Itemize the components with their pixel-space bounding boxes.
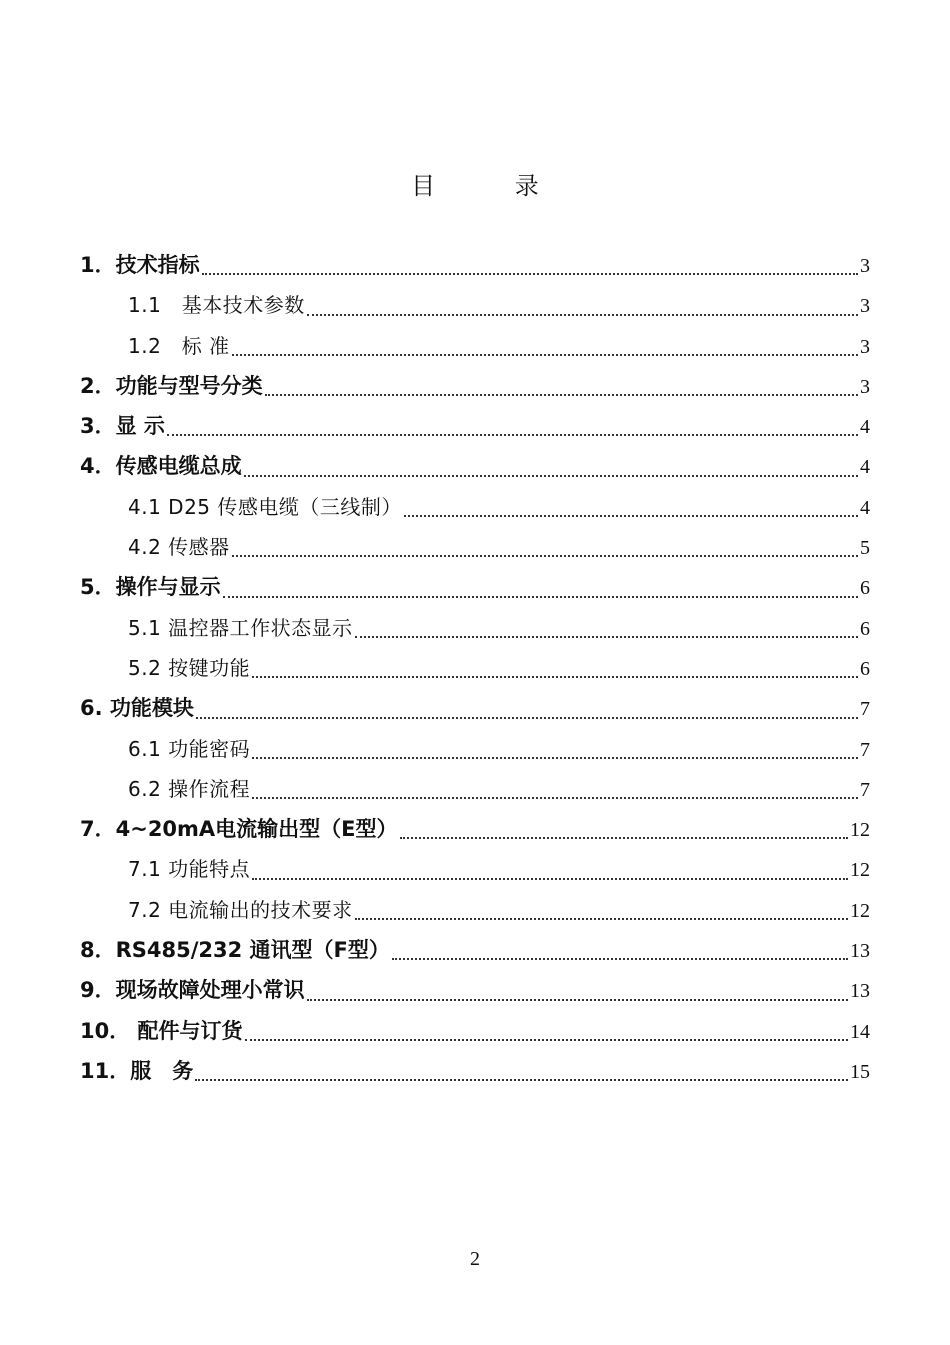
toc-entry-page-number: 13 [850, 940, 870, 963]
toc-entry-label: 6.1 功能密码 [128, 736, 251, 761]
toc-entry-label: 9．现场故障处理小常识 [80, 978, 305, 1003]
toc-dot-leader [202, 272, 858, 275]
toc-subsection-entry[interactable] [80, 488, 870, 528]
toc-section-entry[interactable] [80, 931, 870, 971]
toc-entry-page-number: 4 [860, 456, 870, 479]
toc-dot-leader [196, 716, 858, 719]
toc-entry-page-number: 7 [860, 698, 870, 721]
toc-dot-leader [252, 756, 858, 759]
toc-entry-label: 5．操作与显示 [80, 575, 221, 600]
toc-entry-label: 4．传感电缆总成 [80, 454, 242, 479]
toc-entry-page-number: 15 [850, 1060, 870, 1083]
toc-section-entry[interactable] [80, 407, 870, 447]
toc-dot-leader [245, 1038, 848, 1041]
toc-entry-page-number: 5 [860, 537, 870, 560]
toc-dot-leader [265, 393, 858, 396]
toc-dot-leader [404, 514, 858, 517]
page-number: 2 [470, 1248, 480, 1270]
toc-entry-label: 5.1 温控器工作状态显示 [128, 615, 353, 640]
toc-entry-label: 4.2 传感器 [128, 535, 230, 560]
toc-section-entry[interactable] [80, 367, 870, 407]
toc-entry-label: 8．RS485/232 通讯型（F型） [80, 938, 390, 963]
toc-entry-label: 1.2 标 准 [128, 333, 230, 358]
toc-dot-leader [400, 836, 848, 839]
toc-subsection-entry[interactable] [80, 649, 870, 689]
toc-entry-page-number: 3 [860, 295, 870, 318]
toc-section-entry[interactable] [80, 568, 870, 608]
toc-entry-page-number: 12 [850, 859, 870, 882]
toc-dot-leader [252, 796, 858, 799]
toc-section-entry[interactable] [80, 971, 870, 1011]
toc-subsection-entry[interactable] [80, 891, 870, 931]
toc-dot-leader [244, 474, 858, 477]
toc-dot-leader [232, 554, 858, 557]
toc-section-entry[interactable] [80, 689, 870, 729]
toc-entry-label: 3．显 示 [80, 414, 165, 439]
toc-entry-label: 1.1 基本技术参数 [128, 293, 305, 318]
toc-entry-label: 1．技术指标 [80, 253, 200, 277]
toc-entry-label: 2．功能与型号分类 [80, 373, 263, 398]
toc-entry-page-number: 12 [850, 819, 870, 842]
toc-section-entry[interactable] [80, 1052, 870, 1092]
toc-dot-leader [232, 353, 858, 356]
toc-entry-page-number: 6 [860, 657, 870, 680]
toc-dot-leader [223, 595, 858, 598]
toc-section-entry[interactable] [80, 810, 870, 850]
toc-subsection-entry[interactable] [80, 286, 870, 326]
toc-entry-page-number: 6 [860, 617, 870, 640]
toc-entry-page-number: 3 [860, 335, 870, 358]
toc-entry-label: 5.2 按键功能 [128, 655, 251, 680]
toc-subsection-entry[interactable] [80, 528, 870, 568]
toc-dot-leader [392, 957, 848, 960]
toc-entry-page-number: 12 [850, 899, 870, 922]
toc-subsection-entry[interactable] [80, 327, 870, 367]
toc-subsection-entry[interactable] [80, 609, 870, 649]
toc-dot-leader [195, 1078, 848, 1081]
toc-entry-page-number: 13 [850, 980, 870, 1003]
toc-section-entry[interactable] [80, 447, 870, 487]
toc-entry-page-number: 7 [860, 778, 870, 801]
toc-entry-label: 11．服 务 [80, 1058, 194, 1083]
toc-entry-page-number: 14 [850, 1020, 870, 1043]
toc-entry-page-number: 6 [860, 577, 870, 600]
toc-entry-label: 7．4~20mA电流输出型（E型） [80, 817, 398, 842]
toc-dot-leader [167, 433, 858, 436]
toc-entry-page-number: 3 [860, 255, 870, 277]
toc-entry-page-number: 3 [860, 375, 870, 398]
toc-dot-leader [252, 675, 858, 678]
toc-entry-page-number: 4 [860, 416, 870, 439]
toc-dot-leader [307, 313, 858, 316]
toc-dot-leader [252, 877, 848, 880]
toc-dot-leader [307, 998, 848, 1001]
toc-dot-leader [355, 917, 848, 920]
toc-entry-page-number: 7 [860, 738, 870, 761]
toc-entry-label: 10． 配件与订货 [80, 1018, 243, 1043]
toc-entry-label: 6. 功能模块 [80, 696, 194, 721]
page-title: 目 录 [411, 172, 575, 200]
toc-section-entry[interactable] [80, 246, 870, 286]
toc-entry-label: 7.2 电流输出的技术要求 [128, 897, 353, 922]
toc-subsection-entry[interactable] [80, 770, 870, 810]
toc-entry-label: 6.2 操作流程 [128, 776, 251, 801]
table-of-contents [80, 246, 870, 1092]
toc-entry-label: 7.1 功能特点 [128, 857, 251, 882]
toc-subsection-entry[interactable] [80, 730, 870, 770]
toc-subsection-entry[interactable] [80, 850, 870, 890]
toc-section-entry[interactable] [80, 1012, 870, 1052]
toc-entry-label: 4.1 D25 传感电缆（三线制） [128, 494, 402, 519]
toc-entry-page-number: 4 [860, 496, 870, 519]
toc-dot-leader [355, 635, 858, 638]
